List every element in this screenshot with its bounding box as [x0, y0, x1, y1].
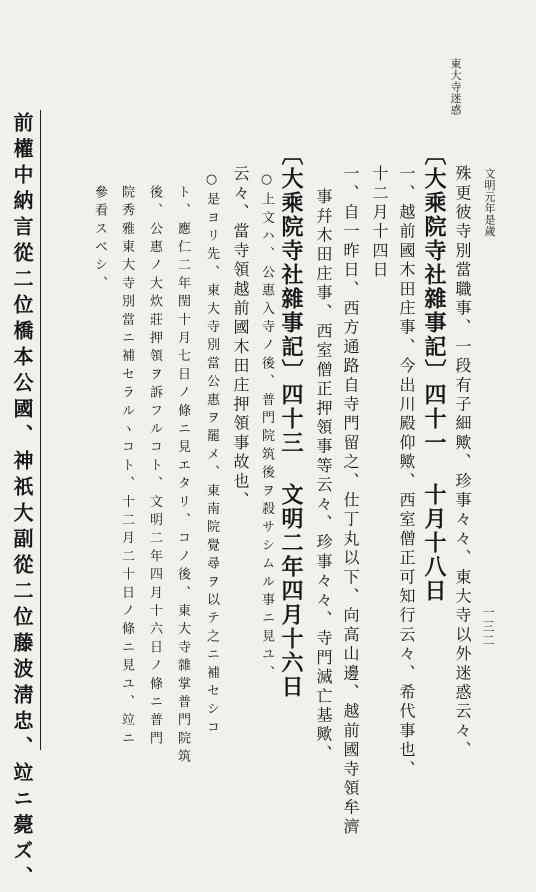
header-line: 文明元年是歲 [483, 168, 496, 237]
text-column: 殊更彼寺別當職事、一段有子細歟、珍事々々、東大寺以外迷惑云々、 [453, 165, 472, 761]
annotation-note: 參看スベシ、 [92, 185, 107, 295]
source-citation: 〔大乘院寺社雜事記〕四十一 十月十八日 [421, 143, 447, 603]
page-number: 一三二 [481, 606, 495, 648]
date-line: 十二月十四日 [370, 165, 389, 281]
annotation-note: ○上文ハ、公惠入寺ノ後、普門院筑後ヲ殺サシムル事ニ見ユ、 [259, 172, 274, 684]
annotation-note: ○是ヨリ先、東大寺別當公惠ヲ罷メ、東南院覺尋ヲ以テ之ニ補セシコ [204, 172, 219, 739]
column-rule [40, 110, 41, 750]
annotation-note: 後、公惠ノ大炊莊押領ヲ訴フルコト、文明二年四月十六日ノ條ニ普門 [147, 185, 162, 750]
annotation-note: ト、應仁二年閏十月七日ノ條ニ見エタリ、コノ後、東大寺雜掌普門院筑 [175, 185, 190, 768]
event-heading: 前權中納言從二位橋本公國、神祇大副從二位藤波淸忠、竝ニ薨ズ、 [10, 112, 34, 892]
text-column: 一、越前國木田庄事、今出川殿仰歟、西室僧正可知行云々、希代事也、 [397, 165, 416, 780]
running-title: 東大寺迷惑 [449, 58, 462, 116]
text-column: 一、自一昨日、西方通路自寺門留之、仕丁丸以下、向高山邊、越前國寺領牟濟 [341, 165, 360, 837]
text-column: 事幷木田庄事、西室僧正押領事等云々、珍事々々、寺門滅亡基歟、 [314, 188, 333, 764]
source-citation: 〔大乘院寺社雜事記〕四十三 文明二年四月十六日 [278, 143, 304, 699]
annotation-note: 院秀雅東大寺別當ニ補セラルヽコト、十二月二十日ノ條ニ見ユ、竝ニ [119, 185, 134, 750]
text-column: 云々、當寺領越前國木田庄押領事故也、 [231, 165, 250, 511]
